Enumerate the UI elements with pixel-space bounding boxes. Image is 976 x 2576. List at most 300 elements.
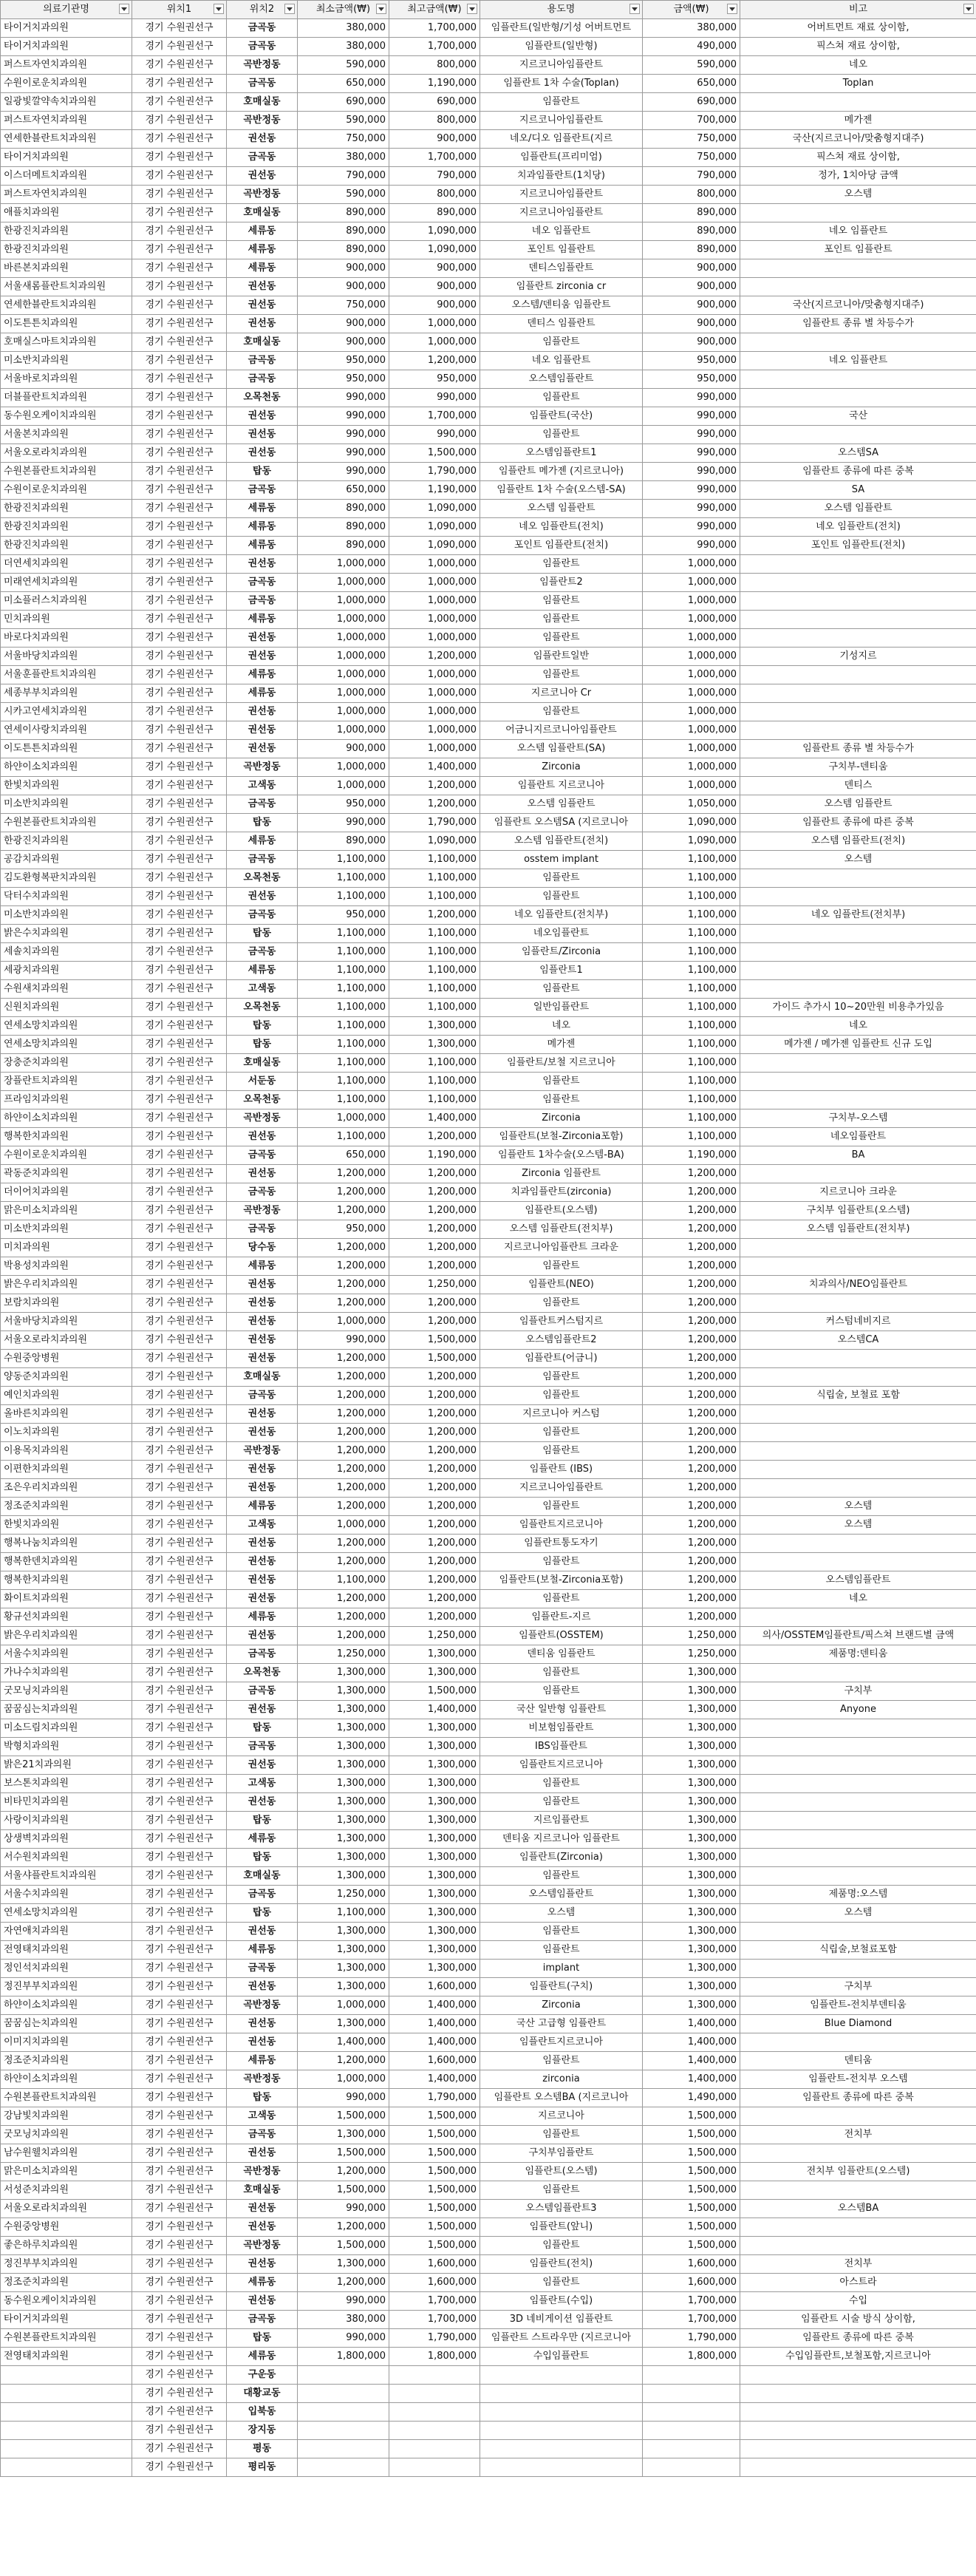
max-price-cell[interactable]: 1,200,000 [389, 1535, 480, 1553]
clinic-name-cell[interactable]: 수원이로운치과의원 [1, 1146, 132, 1165]
location2-cell[interactable]: 탑동 [227, 2089, 298, 2107]
location1-cell[interactable]: 경기 수원권선구 [132, 1405, 227, 1424]
note-cell[interactable] [740, 1960, 976, 1978]
max-price-cell[interactable]: 1,200,000 [389, 1368, 480, 1387]
max-price-cell[interactable]: 1,500,000 [389, 2107, 480, 2126]
location1-cell[interactable]: 경기 수원권선구 [132, 1941, 227, 1960]
location1-cell[interactable]: 경기 수원권선구 [132, 832, 227, 851]
note-cell[interactable] [740, 2237, 976, 2255]
location1-cell[interactable]: 경기 수원권선구 [132, 38, 227, 56]
location1-cell[interactable]: 경기 수원권선구 [132, 1923, 227, 1941]
location2-cell[interactable]: 권선동 [227, 407, 298, 426]
note-cell[interactable] [740, 1294, 976, 1313]
note-cell[interactable] [740, 2107, 976, 2126]
location1-cell[interactable]: 경기 수원권선구 [132, 814, 227, 832]
usage-name-cell[interactable]: 오스템임플란트3 [480, 2200, 643, 2218]
location2-cell[interactable]: 금곡동 [227, 481, 298, 500]
price-cell[interactable]: 1,100,000 [643, 1109, 740, 1128]
location1-cell[interactable]: 경기 수원권선구 [132, 906, 227, 925]
usage-name-cell[interactable]: 임플란트 [480, 1257, 643, 1276]
note-cell[interactable] [740, 2144, 976, 2163]
note-cell[interactable]: 오스템CA [740, 1331, 976, 1350]
max-price-cell[interactable]: 1,700,000 [389, 2311, 480, 2329]
max-price-cell[interactable] [389, 2366, 480, 2385]
price-cell[interactable]: 1,200,000 [643, 1590, 740, 1608]
clinic-name-cell[interactable]: 맑은미소치과의원 [1, 2163, 132, 2181]
max-price-cell[interactable]: 1,700,000 [389, 19, 480, 38]
filter-dropdown-icon[interactable] [963, 4, 974, 14]
max-price-cell[interactable]: 1,800,000 [389, 2348, 480, 2366]
location2-cell[interactable]: 권선동 [227, 1535, 298, 1553]
note-cell[interactable]: 오스템 [740, 1516, 976, 1535]
price-cell[interactable]: 1,800,000 [643, 2348, 740, 2366]
max-price-cell[interactable]: 1,000,000 [389, 315, 480, 333]
location1-cell[interactable]: 경기 수원권선구 [132, 19, 227, 38]
usage-name-cell[interactable]: 임플란트 [480, 703, 643, 721]
max-price-cell[interactable]: 1,100,000 [389, 980, 480, 999]
clinic-name-cell[interactable]: 바로다치과의원 [1, 629, 132, 648]
price-cell[interactable]: 990,000 [643, 426, 740, 444]
note-cell[interactable]: 지르코니아 크라운 [740, 1183, 976, 1202]
min-price-cell[interactable]: 1,300,000 [298, 2126, 389, 2144]
clinic-name-cell[interactable]: 박용성치과의원 [1, 1257, 132, 1276]
clinic-name-cell[interactable]: 연세한블란트치과의원 [1, 130, 132, 149]
location2-cell[interactable]: 금곡동 [227, 574, 298, 592]
price-cell[interactable]: 1,100,000 [643, 1128, 740, 1146]
max-price-cell[interactable]: 1,300,000 [389, 1036, 480, 1054]
clinic-name-cell[interactable]: 민치과의원 [1, 611, 132, 629]
min-price-cell[interactable]: 1,500,000 [298, 2237, 389, 2255]
price-cell[interactable]: 1,400,000 [643, 2015, 740, 2033]
location2-cell[interactable]: 금곡동 [227, 906, 298, 925]
location1-cell[interactable]: 경기 수원권선구 [132, 1867, 227, 1886]
note-cell[interactable]: 임플란트 종류에 따른 중복 [740, 814, 976, 832]
clinic-name-cell[interactable]: 가나수치과의원 [1, 1664, 132, 1682]
clinic-name-cell[interactable]: 한광진치과의원 [1, 500, 132, 518]
min-price-cell[interactable]: 1,100,000 [298, 999, 389, 1017]
note-cell[interactable] [740, 1775, 976, 1793]
location1-cell[interactable]: 경기 수원권선구 [132, 481, 227, 500]
price-cell[interactable]: 1,000,000 [643, 611, 740, 629]
location2-cell[interactable]: 당수동 [227, 1239, 298, 1257]
usage-name-cell[interactable]: 지르코니아임플란트 [480, 112, 643, 130]
max-price-cell[interactable]: 1,200,000 [389, 1590, 480, 1608]
location2-cell[interactable]: 금곡동 [227, 1960, 298, 1978]
max-price-cell[interactable]: 1,500,000 [389, 2163, 480, 2181]
note-cell[interactable]: 전치부 [740, 2255, 976, 2274]
note-cell[interactable]: 구치부-덴티움 [740, 758, 976, 777]
usage-name-cell[interactable]: 치과임플란트(1치당) [480, 167, 643, 186]
usage-name-cell[interactable]: 임플란트(수입) [480, 2292, 643, 2311]
usage-name-cell[interactable]: 메가젠 [480, 1036, 643, 1054]
location2-cell[interactable]: 금곡동 [227, 2311, 298, 2329]
price-cell[interactable]: 1,000,000 [643, 703, 740, 721]
price-cell[interactable]: 1,000,000 [643, 721, 740, 740]
usage-name-cell[interactable]: 임플란트(Zirconia) [480, 1849, 643, 1867]
note-cell[interactable] [740, 1073, 976, 1091]
price-cell[interactable]: 1,300,000 [643, 1941, 740, 1960]
location1-cell[interactable]: 경기 수원권선구 [132, 1165, 227, 1183]
clinic-name-cell[interactable]: 상생벽치과의원 [1, 1830, 132, 1849]
location1-cell[interactable]: 경기 수원권선구 [132, 2126, 227, 2144]
location1-cell[interactable]: 경기 수원권선구 [132, 370, 227, 389]
note-cell[interactable]: BA [740, 1146, 976, 1165]
note-cell[interactable] [740, 721, 976, 740]
location1-cell[interactable]: 경기 수원권선구 [132, 1368, 227, 1387]
price-cell[interactable]: 1,100,000 [643, 888, 740, 906]
location1-cell[interactable]: 경기 수원권선구 [132, 555, 227, 574]
max-price-cell[interactable]: 1,400,000 [389, 1109, 480, 1128]
max-price-cell[interactable]: 1,300,000 [389, 1886, 480, 1904]
price-cell[interactable]: 1,200,000 [643, 1553, 740, 1571]
location1-cell[interactable]: 경기 수원권선구 [132, 241, 227, 259]
max-price-cell[interactable]: 1,500,000 [389, 2218, 480, 2237]
price-cell[interactable]: 1,250,000 [643, 1645, 740, 1664]
location2-cell[interactable]: 오목천동 [227, 869, 298, 888]
filter-dropdown-icon[interactable] [467, 4, 477, 14]
location1-cell[interactable]: 경기 수원권선구 [132, 925, 227, 943]
usage-name-cell[interactable]: 네오 임플란트 [480, 352, 643, 370]
location2-cell[interactable]: 권선동 [227, 444, 298, 463]
min-price-cell[interactable] [298, 2458, 389, 2477]
clinic-name-cell[interactable]: 밝은우리치과의원 [1, 1276, 132, 1294]
location2-cell[interactable]: 대황교동 [227, 2385, 298, 2403]
location2-cell[interactable]: 세류동 [227, 832, 298, 851]
min-price-cell[interactable]: 1,200,000 [298, 1294, 389, 1313]
price-cell[interactable]: 1,200,000 [643, 1276, 740, 1294]
location2-cell[interactable]: 권선동 [227, 888, 298, 906]
location1-cell[interactable]: 경기 수원권선구 [132, 1996, 227, 2015]
note-cell[interactable] [740, 1165, 976, 1183]
note-cell[interactable]: 포인트 임플란트(전치) [740, 537, 976, 555]
location1-cell[interactable]: 경기 수원권선구 [132, 2163, 227, 2181]
price-cell[interactable]: 1,200,000 [643, 1331, 740, 1350]
usage-name-cell[interactable]: 오스템 임플란트(전치부) [480, 1220, 643, 1239]
price-cell[interactable]: 990,000 [643, 500, 740, 518]
price-cell[interactable]: 1,500,000 [643, 2126, 740, 2144]
note-cell[interactable] [740, 1793, 976, 1812]
location2-cell[interactable]: 세류동 [227, 2052, 298, 2070]
clinic-name-cell[interactable]: 밝은우리치과의원 [1, 1627, 132, 1645]
min-price-cell[interactable]: 1,100,000 [298, 1036, 389, 1054]
price-cell[interactable]: 1,200,000 [643, 1424, 740, 1442]
price-cell[interactable]: 1,050,000 [643, 795, 740, 814]
clinic-name-cell[interactable]: 보스톤치과의원 [1, 1775, 132, 1793]
note-cell[interactable] [740, 888, 976, 906]
price-cell[interactable]: 950,000 [643, 370, 740, 389]
min-price-cell[interactable]: 1,300,000 [298, 1664, 389, 1682]
note-cell[interactable]: 어버트먼트 재료 상이함, [740, 19, 976, 38]
min-price-cell[interactable] [298, 2385, 389, 2403]
price-cell[interactable]: 890,000 [643, 204, 740, 222]
max-price-cell[interactable]: 1,100,000 [389, 943, 480, 962]
clinic-name-cell[interactable]: 서울수치과의원 [1, 1645, 132, 1664]
note-cell[interactable]: 수입임플란트,보철포함,지르코니아 [740, 2348, 976, 2366]
max-price-cell[interactable]: 990,000 [389, 426, 480, 444]
max-price-cell[interactable]: 1,000,000 [389, 592, 480, 611]
note-cell[interactable]: 임플란트-전치부덴티움 [740, 1996, 976, 2015]
note-cell[interactable] [740, 1461, 976, 1479]
location1-cell[interactable]: 경기 수원권선구 [132, 352, 227, 370]
min-price-cell[interactable]: 1,300,000 [298, 1719, 389, 1738]
clinic-name-cell[interactable]: 타이거치과의원 [1, 2311, 132, 2329]
location2-cell[interactable]: 곡반정동 [227, 2237, 298, 2255]
location2-cell[interactable]: 권선동 [227, 1128, 298, 1146]
clinic-name-cell[interactable]: 서울수치과의원 [1, 1886, 132, 1904]
min-price-cell[interactable]: 1,000,000 [298, 2070, 389, 2089]
price-cell[interactable] [643, 2422, 740, 2440]
note-cell[interactable]: 구치부-오스템 [740, 1109, 976, 1128]
min-price-cell[interactable]: 890,000 [298, 204, 389, 222]
max-price-cell[interactable]: 1,500,000 [389, 1350, 480, 1368]
location1-cell[interactable]: 경기 수원권선구 [132, 1257, 227, 1276]
clinic-name-cell[interactable]: 좋은하루치과의원 [1, 2237, 132, 2255]
location2-cell[interactable]: 세류동 [227, 241, 298, 259]
min-price-cell[interactable]: 1,200,000 [298, 1479, 389, 1498]
location2-cell[interactable]: 탑동 [227, 1904, 298, 1923]
min-price-cell[interactable]: 650,000 [298, 1146, 389, 1165]
min-price-cell[interactable]: 950,000 [298, 370, 389, 389]
max-price-cell[interactable]: 1,000,000 [389, 629, 480, 648]
usage-name-cell[interactable]: 지르코니아 Cr [480, 684, 643, 703]
location1-cell[interactable]: 경기 수원권선구 [132, 1775, 227, 1793]
min-price-cell[interactable]: 590,000 [298, 112, 389, 130]
max-price-cell[interactable]: 1,500,000 [389, 2181, 480, 2200]
min-price-cell[interactable]: 990,000 [298, 2329, 389, 2348]
note-cell[interactable]: 아스트라 [740, 2274, 976, 2292]
clinic-name-cell[interactable]: 미치과의원 [1, 1239, 132, 1257]
price-cell[interactable]: 1,700,000 [643, 2292, 740, 2311]
location1-cell[interactable]: 경기 수원권선구 [132, 758, 227, 777]
note-cell[interactable] [740, 204, 976, 222]
note-cell[interactable]: 오스템 [740, 851, 976, 869]
price-cell[interactable]: 1,300,000 [643, 1923, 740, 1941]
note-cell[interactable]: Toplan [740, 75, 976, 93]
note-cell[interactable] [740, 980, 976, 999]
price-cell[interactable]: 890,000 [643, 241, 740, 259]
location1-cell[interactable]: 경기 수원권선구 [132, 296, 227, 315]
location2-cell[interactable]: 고색동 [227, 1775, 298, 1793]
note-cell[interactable] [740, 2218, 976, 2237]
note-cell[interactable] [740, 2440, 976, 2458]
usage-name-cell[interactable]: 지르코니아임플란트 [480, 204, 643, 222]
note-cell[interactable] [740, 666, 976, 684]
min-price-cell[interactable]: 1,300,000 [298, 1923, 389, 1941]
location2-cell[interactable]: 권선동 [227, 1756, 298, 1775]
max-price-cell[interactable]: 790,000 [389, 167, 480, 186]
location2-cell[interactable]: 탑동 [227, 814, 298, 832]
min-price-cell[interactable]: 1,300,000 [298, 1793, 389, 1812]
usage-name-cell[interactable]: 임플란트커스텀지르 [480, 1313, 643, 1331]
note-cell[interactable] [740, 703, 976, 721]
note-cell[interactable] [740, 2403, 976, 2422]
max-price-cell[interactable]: 1,000,000 [389, 703, 480, 721]
max-price-cell[interactable]: 1,500,000 [389, 2126, 480, 2144]
location2-cell[interactable]: 권선동 [227, 1793, 298, 1812]
usage-name-cell[interactable]: 임플란트 1차수술(오스템-BA) [480, 1146, 643, 1165]
price-cell[interactable]: 1,300,000 [643, 1904, 740, 1923]
clinic-name-cell[interactable]: 서울훈플란트치과의원 [1, 666, 132, 684]
note-cell[interactable] [740, 869, 976, 888]
max-price-cell[interactable]: 1,200,000 [389, 1128, 480, 1146]
price-cell[interactable]: 1,300,000 [643, 1960, 740, 1978]
location1-cell[interactable]: 경기 수원권선구 [132, 1719, 227, 1738]
price-cell[interactable]: 1,200,000 [643, 1442, 740, 1461]
location2-cell[interactable]: 금곡동 [227, 75, 298, 93]
note-cell[interactable]: 가이드 추가시 10~20만원 비용추가있음 [740, 999, 976, 1017]
max-price-cell[interactable]: 1,000,000 [389, 574, 480, 592]
location2-cell[interactable]: 권선동 [227, 1701, 298, 1719]
location1-cell[interactable]: 경기 수원권선구 [132, 2200, 227, 2218]
usage-name-cell[interactable]: 네오 임플란트 [480, 222, 643, 241]
location1-cell[interactable]: 경기 수원권선구 [132, 1849, 227, 1867]
clinic-name-cell[interactable]: 서울바당치과의원 [1, 648, 132, 666]
location2-cell[interactable]: 권선동 [227, 2144, 298, 2163]
min-price-cell[interactable]: 1,200,000 [298, 2274, 389, 2292]
price-cell[interactable] [643, 2385, 740, 2403]
location2-cell[interactable]: 권선동 [227, 703, 298, 721]
price-cell[interactable]: 1,000,000 [643, 666, 740, 684]
max-price-cell[interactable]: 1,200,000 [389, 1571, 480, 1590]
location1-cell[interactable]: 경기 수원권선구 [132, 1682, 227, 1701]
min-price-cell[interactable]: 1,100,000 [298, 962, 389, 980]
location2-cell[interactable]: 오목천동 [227, 1091, 298, 1109]
max-price-cell[interactable] [389, 2403, 480, 2422]
max-price-cell[interactable]: 1,100,000 [389, 851, 480, 869]
note-cell[interactable] [740, 1830, 976, 1849]
min-price-cell[interactable]: 1,500,000 [298, 2144, 389, 2163]
clinic-name-cell[interactable]: 서울새롬플란트치과의원 [1, 278, 132, 296]
max-price-cell[interactable]: 900,000 [389, 130, 480, 149]
location2-cell[interactable]: 곡반정동 [227, 1996, 298, 2015]
location1-cell[interactable]: 경기 수원권선구 [132, 2033, 227, 2052]
min-price-cell[interactable]: 1,100,000 [298, 1017, 389, 1036]
max-price-cell[interactable]: 1,090,000 [389, 518, 480, 537]
max-price-cell[interactable]: 900,000 [389, 278, 480, 296]
note-cell[interactable] [740, 684, 976, 703]
max-price-cell[interactable]: 900,000 [389, 259, 480, 278]
usage-name-cell[interactable]: 국산 고급형 임플란트 [480, 2015, 643, 2033]
min-price-cell[interactable]: 1,500,000 [298, 2107, 389, 2126]
price-cell[interactable] [643, 2458, 740, 2477]
usage-name-cell[interactable]: 임플란트(전치) [480, 2255, 643, 2274]
clinic-name-cell[interactable]: 꿈꿈심는치과의원 [1, 2015, 132, 2033]
usage-name-cell[interactable]: 비보험임플란트 [480, 1719, 643, 1738]
location2-cell[interactable]: 권선동 [227, 1331, 298, 1350]
location1-cell[interactable]: 경기 수원권선구 [132, 1664, 227, 1682]
clinic-name-cell[interactable]: 수원이로운치과의원 [1, 75, 132, 93]
min-price-cell[interactable]: 1,200,000 [298, 1424, 389, 1442]
note-cell[interactable] [740, 389, 976, 407]
min-price-cell[interactable]: 1,300,000 [298, 1682, 389, 1701]
min-price-cell[interactable]: 990,000 [298, 426, 389, 444]
location1-cell[interactable]: 경기 수원권선구 [132, 1590, 227, 1608]
min-price-cell[interactable]: 1,200,000 [298, 2163, 389, 2181]
usage-name-cell[interactable]: 임플란트-지르 [480, 1608, 643, 1627]
usage-name-cell[interactable]: 임플란트 [480, 2274, 643, 2292]
clinic-name-cell[interactable]: 한광진치과의원 [1, 537, 132, 555]
clinic-name-cell[interactable]: 장플란트치과의원 [1, 1073, 132, 1091]
price-cell[interactable]: 1,100,000 [643, 869, 740, 888]
max-price-cell[interactable]: 1,200,000 [389, 1239, 480, 1257]
note-cell[interactable] [740, 574, 976, 592]
price-cell[interactable]: 1,400,000 [643, 2052, 740, 2070]
clinic-name-cell[interactable]: 이미지치과의원 [1, 2033, 132, 2052]
usage-name-cell[interactable]: 임플란트 [480, 592, 643, 611]
clinic-name-cell[interactable]: 일광빛깔약속치과의원 [1, 93, 132, 112]
price-cell[interactable]: 1,000,000 [643, 777, 740, 795]
min-price-cell[interactable]: 650,000 [298, 481, 389, 500]
note-cell[interactable]: 식립술, 보철료 포함 [740, 1387, 976, 1405]
min-price-cell[interactable]: 1,100,000 [298, 869, 389, 888]
location1-cell[interactable]: 경기 수원권선구 [132, 2052, 227, 2070]
max-price-cell[interactable]: 1,500,000 [389, 2200, 480, 2218]
location2-cell[interactable]: 권선동 [227, 1923, 298, 1941]
max-price-cell[interactable]: 1,700,000 [389, 2292, 480, 2311]
min-price-cell[interactable]: 690,000 [298, 93, 389, 112]
max-price-cell[interactable]: 890,000 [389, 204, 480, 222]
min-price-cell[interactable]: 1,000,000 [298, 611, 389, 629]
price-cell[interactable]: 1,000,000 [643, 740, 740, 758]
price-cell[interactable]: 380,000 [643, 19, 740, 38]
location1-cell[interactable]: 경기 수원권선구 [132, 592, 227, 611]
max-price-cell[interactable]: 1,200,000 [389, 1479, 480, 1498]
max-price-cell[interactable]: 1,500,000 [389, 1331, 480, 1350]
location2-cell[interactable]: 입북동 [227, 2403, 298, 2422]
min-price-cell[interactable]: 890,000 [298, 518, 389, 537]
price-cell[interactable]: 490,000 [643, 38, 740, 56]
max-price-cell[interactable]: 1,600,000 [389, 2255, 480, 2274]
clinic-name-cell[interactable]: 사랑이치과의원 [1, 1812, 132, 1830]
min-price-cell[interactable]: 1,000,000 [298, 1996, 389, 2015]
location2-cell[interactable]: 호매실동 [227, 1054, 298, 1073]
note-cell[interactable] [740, 629, 976, 648]
note-cell[interactable] [740, 370, 976, 389]
clinic-name-cell[interactable]: 바른본치과의원 [1, 259, 132, 278]
location1-cell[interactable]: 경기 수원권선구 [132, 1442, 227, 1461]
max-price-cell[interactable]: 1,200,000 [389, 1387, 480, 1405]
min-price-cell[interactable]: 1,500,000 [298, 2181, 389, 2200]
location1-cell[interactable]: 경기 수원권선구 [132, 1627, 227, 1645]
price-cell[interactable]: 1,200,000 [643, 1479, 740, 1498]
max-price-cell[interactable]: 1,200,000 [389, 1553, 480, 1571]
usage-name-cell[interactable]: 임플란트/Zirconia [480, 943, 643, 962]
price-cell[interactable]: 900,000 [643, 259, 740, 278]
price-cell[interactable]: 1,200,000 [643, 1405, 740, 1424]
location1-cell[interactable]: 경기 수원권선구 [132, 1036, 227, 1054]
min-price-cell[interactable]: 1,000,000 [298, 777, 389, 795]
usage-name-cell[interactable]: 임플란트(일반형/기성 어버트먼트 [480, 19, 643, 38]
price-cell[interactable]: 1,100,000 [643, 1036, 740, 1054]
usage-name-cell[interactable]: 지르코니아 [480, 2107, 643, 2126]
location2-cell[interactable]: 금곡동 [227, 352, 298, 370]
location2-cell[interactable]: 금곡동 [227, 1146, 298, 1165]
location2-cell[interactable]: 세류동 [227, 962, 298, 980]
location2-cell[interactable]: 금곡동 [227, 592, 298, 611]
clinic-name-cell[interactable]: 퍼스트자연치과의원 [1, 112, 132, 130]
max-price-cell[interactable]: 1,090,000 [389, 832, 480, 851]
min-price-cell[interactable]: 990,000 [298, 444, 389, 463]
usage-name-cell[interactable]: 네오 [480, 1017, 643, 1036]
price-cell[interactable]: 1,200,000 [643, 1313, 740, 1331]
clinic-name-cell[interactable]: 꿈꿈심는치과의원 [1, 1701, 132, 1719]
location1-cell[interactable]: 경기 수원권선구 [132, 1756, 227, 1775]
usage-name-cell[interactable]: Zirconia [480, 1109, 643, 1128]
max-price-cell[interactable]: 1,000,000 [389, 333, 480, 352]
max-price-cell[interactable]: 1,400,000 [389, 1701, 480, 1719]
note-cell[interactable]: 픽스쳐 재료 상이함, [740, 38, 976, 56]
location1-cell[interactable]: 경기 수원권선구 [132, 721, 227, 740]
